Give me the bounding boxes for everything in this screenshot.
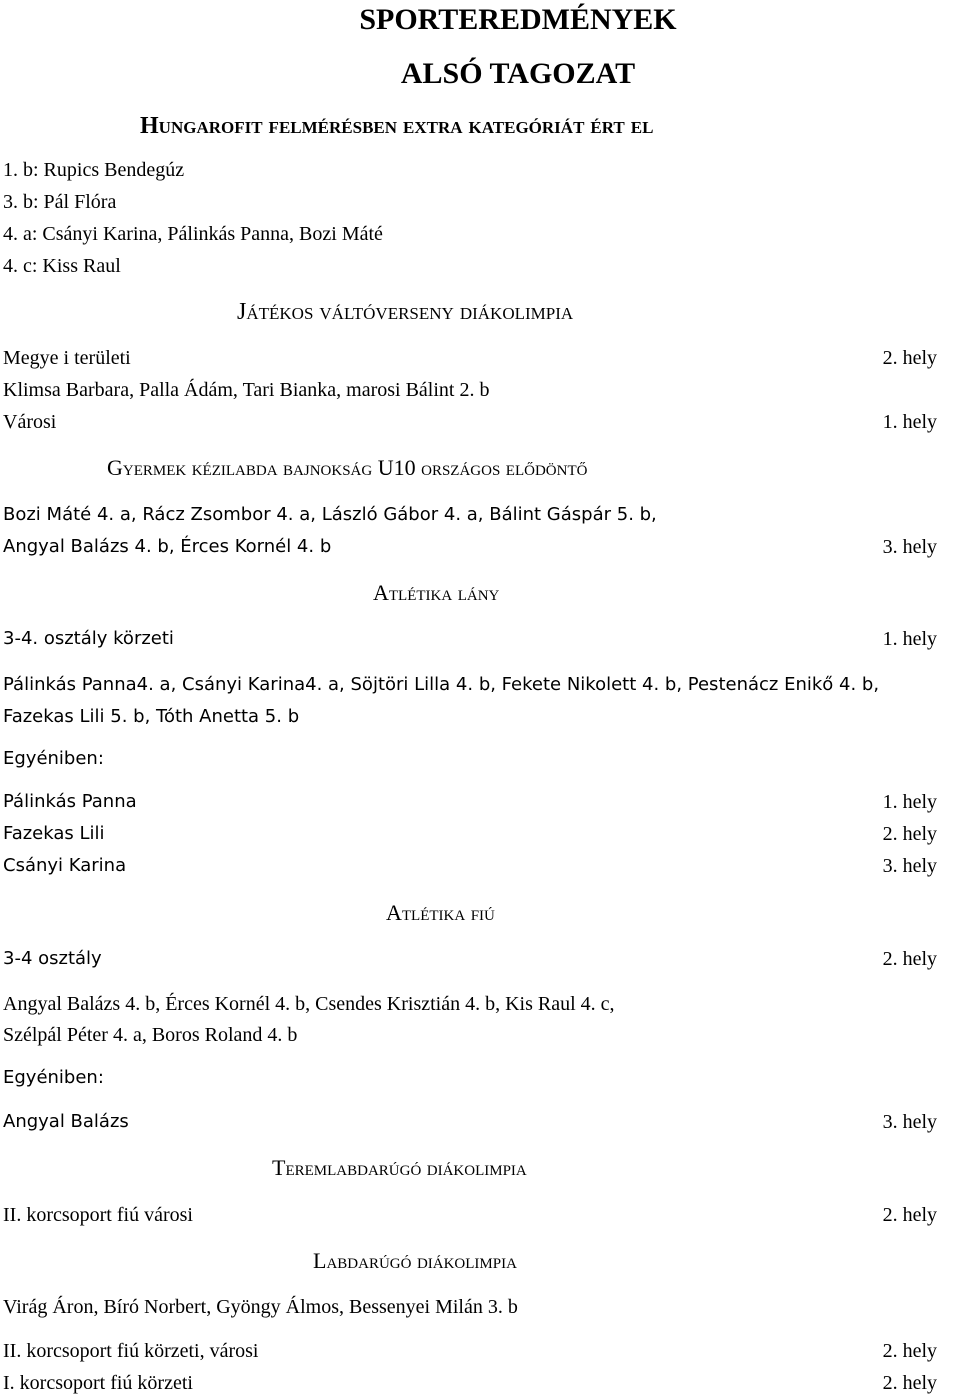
group-label: 3-4. osztály körzeti [3, 628, 174, 649]
place-label: 3. hely [882, 855, 937, 877]
place-label: 2. hely [882, 1340, 937, 1362]
names-line: Angyal Balázs 4. b, Érces Kornél 4. b [3, 536, 332, 557]
names-line: Fazekas Lili 5. b, Tóth Anetta 5. b [3, 706, 300, 727]
individual-name: Pálinkás Panna [3, 791, 137, 812]
place-label: 3. hely [882, 1111, 937, 1133]
group-label: II. korcsoport fiú körzeti, városi [3, 1340, 259, 1362]
individual-name: Angyal Balázs [3, 1111, 129, 1132]
list-item: 4. c: Kiss Raul [3, 255, 121, 277]
page-title: SPORTEREDMÉNYEK [359, 3, 677, 36]
page-subtitle: ALSÓ TAGOZAT [400, 57, 636, 90]
section-heading-kezilabda: Gyermek kézilabda bajnokság U10 országos elődöntő [107, 455, 588, 480]
place-label: 2. hely [882, 1204, 937, 1226]
group-label: II. korcsoport fiú városi [3, 1204, 193, 1226]
section-heading-teremlabdarugo: Teremlabdarúgó diákolimpia [272, 1155, 527, 1180]
place-label: 1. hely [882, 628, 937, 650]
individual-label: Egyéniben: [3, 748, 104, 769]
group-label: I. korcsoport fiú körzeti [3, 1372, 193, 1394]
list-item: 3. b: Pál Flóra [3, 191, 117, 213]
names-line: Bozi Máté 4. a, Rácz Zsombor 4. a, László Gábor 4. a, Bálint Gáspár 5. b, [3, 504, 657, 525]
individual-name: Fazekas Lili [3, 823, 105, 844]
list-item: 1. b: Rupics Bendegúz [3, 159, 185, 181]
section-heading-atletika-fiu: Atlétika fiú [386, 900, 495, 925]
list-item: 4. a: Csányi Karina, Pálinkás Panna, Bozi Máté [3, 223, 383, 245]
individual-label: Egyéniben: [3, 1067, 104, 1088]
names-line: Szélpál Péter 4. a, Boros Roland 4. b [3, 1024, 298, 1046]
group-label: 3-4 osztály [3, 948, 102, 969]
group-label: Városi [3, 411, 57, 433]
names-line: Pálinkás Panna4. a, Csányi Karina4. a, Söjtöri Lilla 4. b, Fekete Nikolett 4. b, Pestenácz Enikő 4. b, [3, 674, 880, 695]
place-label: 2. hely [882, 1372, 937, 1394]
individual-name: Csányi Karina [3, 855, 127, 876]
place-label: 2. hely [882, 823, 937, 845]
names-line: Klimsa Barbara, Palla Ádám, Tari Bianka, marosi Bálint 2. b [3, 379, 490, 401]
place-label: 3. hely [882, 536, 937, 558]
names-line: Angyal Balázs 4. b, Érces Kornél 4. b, Csendes Krisztián 4. b, Kis Raul 4. c, [3, 993, 615, 1015]
section-heading-hungarofit: Hungarofit felmérésben extra kategóriát ért el [140, 113, 654, 139]
section-heading-jatekos: Játékos váltóverseny diákolimpia [237, 299, 574, 325]
place-label: 2. hely [882, 948, 937, 970]
group-label: Megye i területi [3, 347, 131, 369]
section-heading-labdarugo: Labdarúgó diákolimpia [313, 1248, 517, 1273]
names-line: Virág Áron, Bíró Norbert, Gyöngy Álmos, Bessenyei Milán 3. b [3, 1296, 518, 1318]
place-label: 1. hely [882, 791, 937, 813]
place-label: 1. hely [882, 411, 937, 433]
place-label: 2. hely [882, 347, 937, 369]
section-heading-atletika-lany: Atlétika lány [373, 580, 500, 605]
